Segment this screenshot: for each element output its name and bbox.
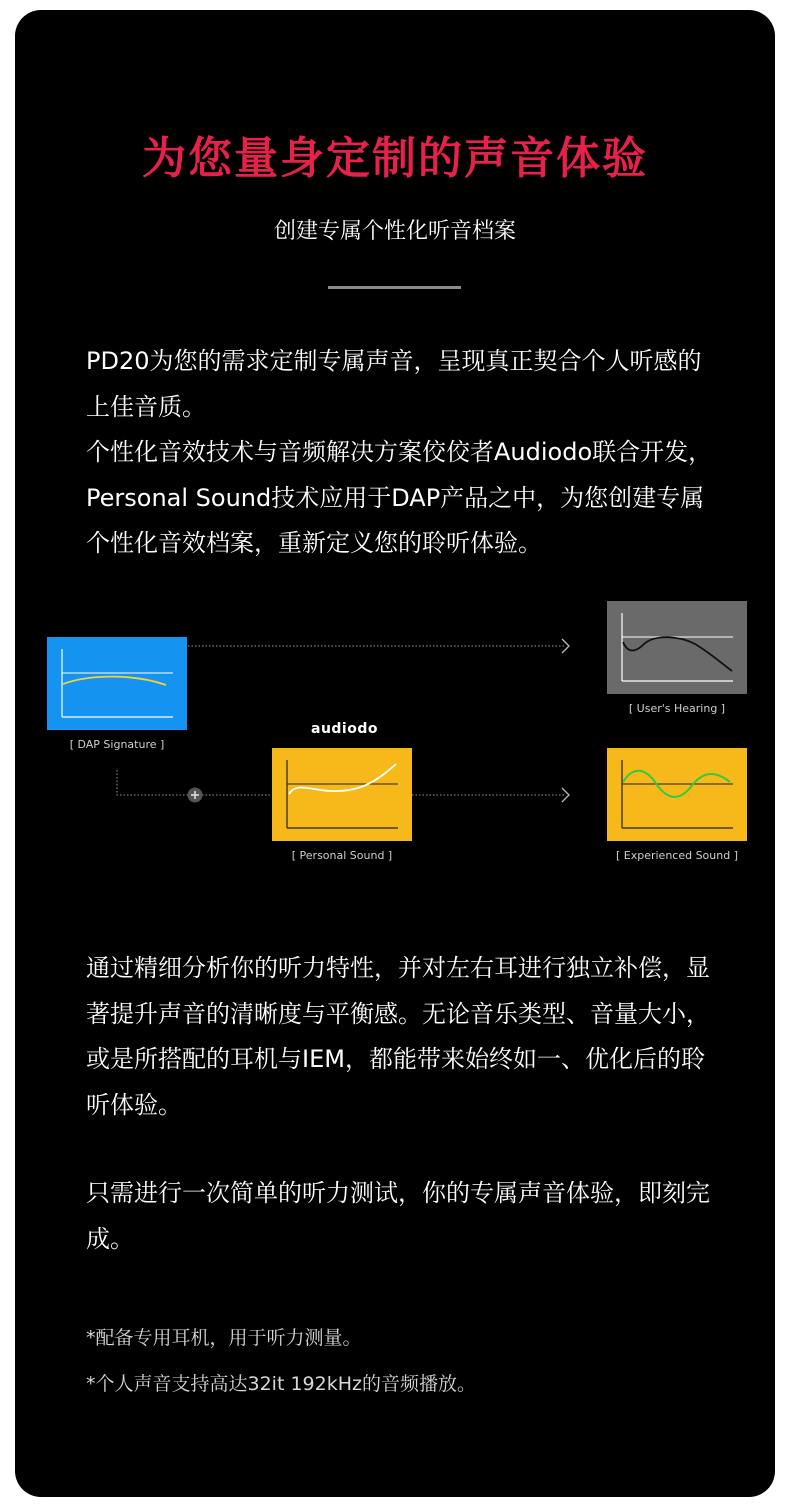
test-paragraph: 只需进行一次简单的听力测试，你的专属声音体验，即刻完成。	[86, 1179, 710, 1253]
technology-paragraph: 个性化音效技术与音频解决方案佼佼者Audiodo联合开发，Personal Sound技术应用于DAP产品之中，为您创建专属个性化音效档案，重新定义您的聆听体验。	[86, 438, 713, 557]
personal-sound-diagram	[0, 596, 790, 876]
personal-sound-box	[272, 748, 412, 841]
compensation-paragraph: 通过精细分析你的听力特性，并对左右耳进行独立补偿，显著提升声音的清晰度与平衡感。无论音乐类型、音量大小，或是所搭配的耳机与IEM，都能带来始终如一、优化后的聆听体验。	[86, 954, 710, 1119]
users-hearing-box	[607, 601, 747, 694]
section-title: 为您量身定制的声音体验	[142, 133, 648, 184]
dap-signature-box	[47, 637, 187, 730]
experienced-sound-caption: [ Experienced Sound ]	[615, 849, 739, 862]
intro-paragraph: PD20为您的需求定制专属声音，呈现真正契合个人听感的上佳音质。	[86, 347, 702, 421]
dap-signature-caption: [ DAP Signature ]	[69, 738, 165, 751]
personal-sound-caption: [ Personal Sound ]	[291, 849, 393, 862]
section-subtitle: 创建专属个性化听音档案	[273, 219, 516, 244]
divider	[328, 286, 461, 289]
footnote-audio-spec: *个人声音支持高达32it 192kHz的音频播放。	[86, 1373, 476, 1395]
diagram-canvas	[0, 596, 790, 876]
footnote-headphones: *配备专用耳机，用于听力测量。	[86, 1327, 362, 1349]
connector-dap-to-personal	[117, 770, 188, 795]
audiodo-logo: audiodo	[311, 721, 378, 737]
experienced-sound-box	[607, 748, 747, 841]
users-hearing-caption: [ User's Hearing ]	[628, 702, 726, 715]
